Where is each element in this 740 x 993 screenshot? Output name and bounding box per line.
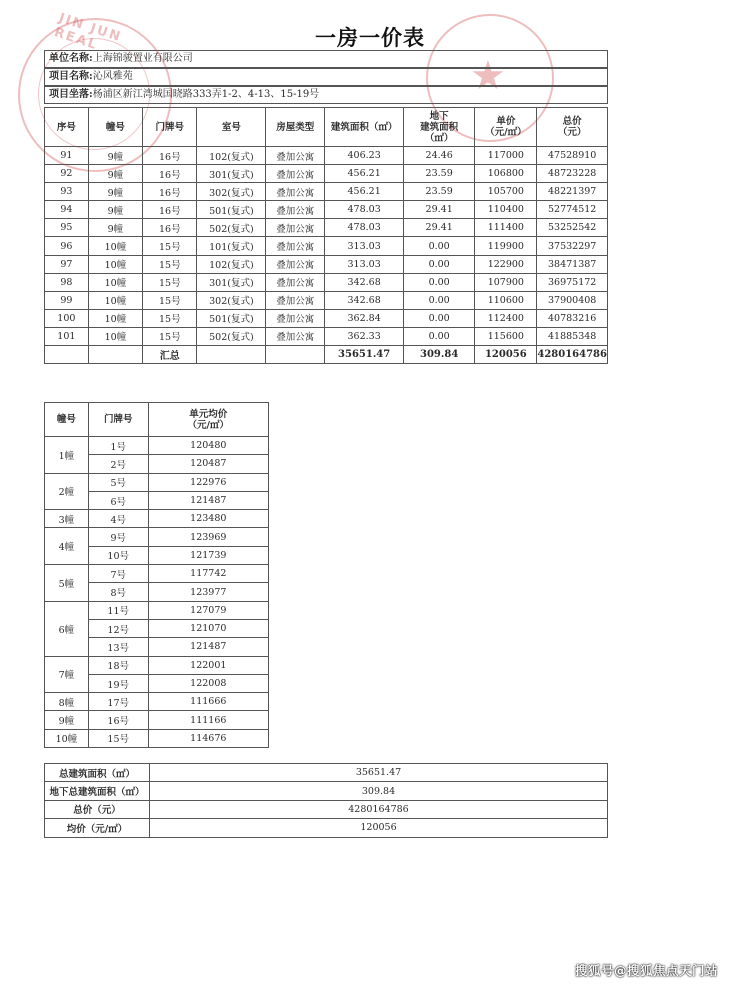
table-cell: 38471387 — [537, 255, 608, 273]
table-cell: 叠加公寓 — [266, 219, 325, 237]
table-cell: 10幢 — [88, 327, 142, 345]
table-cell: 101 — [45, 327, 89, 345]
project-row — [44, 68, 608, 86]
summary-row — [45, 782, 608, 800]
summary-cell: 35651.47 — [325, 346, 404, 364]
building-cell: 1幢 — [45, 437, 89, 474]
table-row — [45, 327, 608, 345]
table-cell: 502(复式) — [197, 219, 266, 237]
page-title: 一房一价表 — [315, 25, 425, 50]
door-number-cell: 5号 — [88, 473, 148, 491]
project-label: 项目名称: — [49, 71, 93, 82]
door-number-cell: 11号 — [88, 601, 148, 619]
table-cell: 10幢 — [88, 255, 142, 273]
table-cell: 102(复式) — [197, 147, 266, 165]
table-cell: 16号 — [143, 201, 197, 219]
company-row — [44, 50, 608, 68]
door-number-cell: 16号 — [88, 711, 148, 729]
column-header: 总价 （元） — [537, 108, 608, 147]
table-cell: 24.46 — [403, 147, 474, 165]
table-cell: 102(复式) — [197, 255, 266, 273]
unit-price-cell: 122008 — [148, 674, 268, 692]
table-row — [45, 219, 608, 237]
table-cell: 37900408 — [537, 291, 608, 309]
table-cell: 313.03 — [325, 255, 404, 273]
door-number-cell: 2号 — [88, 455, 148, 473]
door-number-cell: 18号 — [88, 656, 148, 674]
building-cell: 10幢 — [45, 729, 89, 747]
unit-price-cell: 120480 — [148, 437, 268, 455]
table-cell: 29.41 — [403, 219, 474, 237]
table-row — [45, 201, 608, 219]
unit-price-cell: 111666 — [148, 693, 268, 711]
table-cell: 110400 — [475, 201, 537, 219]
table-row — [45, 565, 269, 583]
table-cell: 406.23 — [325, 147, 404, 165]
table-cell: 302(复式) — [197, 291, 266, 309]
building-cell: 4幢 — [45, 528, 89, 565]
table-cell: 叠加公寓 — [266, 273, 325, 291]
table-cell: 48723228 — [537, 165, 608, 183]
summary-cell — [88, 346, 142, 364]
column-header: 门牌号 — [88, 403, 148, 437]
summary-row — [45, 346, 608, 364]
unit-price-cell: 123969 — [148, 528, 268, 546]
summary-label: 总建筑面积（㎡） — [45, 764, 150, 782]
table-row — [45, 255, 608, 273]
table-row — [45, 165, 608, 183]
unit-price-table — [44, 402, 269, 748]
building-cell: 8幢 — [45, 693, 89, 711]
summary-cell: 4280164786 — [537, 346, 608, 364]
table-cell: 叠加公寓 — [266, 165, 325, 183]
unit-price-cell: 123480 — [148, 510, 268, 528]
building-cell: 7幢 — [45, 656, 89, 693]
table-cell: 10幢 — [88, 291, 142, 309]
table-row — [45, 656, 269, 674]
summary-cell: 汇总 — [143, 346, 197, 364]
table-cell: 99 — [45, 291, 89, 309]
table-cell: 15号 — [143, 291, 197, 309]
summary-row — [45, 764, 608, 782]
table-cell: 0.00 — [403, 309, 474, 327]
unit-price-cell: 123977 — [148, 583, 268, 601]
summary-cell: 120056 — [475, 346, 537, 364]
table-cell: 122900 — [475, 255, 537, 273]
table-cell: 0.00 — [403, 255, 474, 273]
address-row — [44, 86, 608, 104]
table-cell: 叠加公寓 — [266, 147, 325, 165]
column-header: 室号 — [197, 108, 266, 147]
table-cell: 501(复式) — [197, 309, 266, 327]
summary-value: 35651.47 — [150, 764, 608, 782]
summary-value: 309.84 — [150, 782, 608, 800]
table-row — [45, 528, 269, 546]
table-row — [45, 309, 608, 327]
building-cell: 5幢 — [45, 565, 89, 602]
table-row — [45, 291, 608, 309]
column-header: 幢号 — [45, 403, 89, 437]
summary-row — [45, 800, 608, 818]
table-cell: 94 — [45, 201, 89, 219]
unit-price-cell: 122001 — [148, 656, 268, 674]
table-cell: 0.00 — [403, 327, 474, 345]
table-cell: 100 — [45, 309, 89, 327]
table-cell: 40783216 — [537, 309, 608, 327]
table-row — [45, 510, 269, 528]
summary-table — [44, 763, 608, 838]
table-cell: 313.03 — [325, 237, 404, 255]
table-cell: 91 — [45, 147, 89, 165]
table-cell: 9幢 — [88, 201, 142, 219]
table-row — [45, 601, 269, 619]
table-cell: 10幢 — [88, 273, 142, 291]
summary-label: 均价（元/㎡） — [45, 819, 150, 837]
table-cell: 叠加公寓 — [266, 291, 325, 309]
door-number-cell: 15号 — [88, 729, 148, 747]
table-cell: 502(复式) — [197, 327, 266, 345]
unit-price-cell: 121487 — [148, 638, 268, 656]
table-cell: 478.03 — [325, 201, 404, 219]
unit-price-cell: 111166 — [148, 711, 268, 729]
table-cell: 53252542 — [537, 219, 608, 237]
table-row — [45, 147, 608, 165]
column-header: 幢号 — [88, 108, 142, 147]
table-cell: 101(复式) — [197, 237, 266, 255]
table-row — [45, 711, 269, 729]
table-cell: 15号 — [143, 273, 197, 291]
table-cell: 0.00 — [403, 273, 474, 291]
table-cell: 15号 — [143, 255, 197, 273]
column-header: 房屋类型 — [266, 108, 325, 147]
table-cell: 93 — [45, 183, 89, 201]
summary-cell: 309.84 — [403, 346, 474, 364]
table-cell: 9幢 — [88, 165, 142, 183]
price-table — [44, 107, 608, 364]
table-cell: 362.33 — [325, 327, 404, 345]
table-cell: 0.00 — [403, 291, 474, 309]
table-cell: 0.00 — [403, 237, 474, 255]
door-number-cell: 7号 — [88, 565, 148, 583]
address-label: 项目坐落: — [49, 89, 93, 100]
table-cell: 501(复式) — [197, 201, 266, 219]
door-number-cell: 6号 — [88, 491, 148, 509]
unit-price-cell: 121487 — [148, 491, 268, 509]
door-number-cell: 17号 — [88, 693, 148, 711]
table-cell: 16号 — [143, 219, 197, 237]
table-cell: 10幢 — [88, 309, 142, 327]
table-cell: 95 — [45, 219, 89, 237]
table-cell: 106800 — [475, 165, 537, 183]
summary-value: 120056 — [150, 819, 608, 837]
table-cell: 15号 — [143, 309, 197, 327]
column-header: 序号 — [45, 108, 89, 147]
column-header: 单价 （元/㎡） — [475, 108, 537, 147]
summary-label: 地下总建筑面积（㎡） — [45, 782, 150, 800]
table-row — [45, 729, 269, 747]
table-cell: 96 — [45, 237, 89, 255]
door-number-cell: 4号 — [88, 510, 148, 528]
table-cell: 456.21 — [325, 165, 404, 183]
table-row — [45, 473, 269, 491]
table-cell: 362.84 — [325, 309, 404, 327]
door-number-cell: 8号 — [88, 583, 148, 601]
building-cell: 9幢 — [45, 711, 89, 729]
table-cell: 10幢 — [88, 237, 142, 255]
table-cell: 41885348 — [537, 327, 608, 345]
table-cell: 98 — [45, 273, 89, 291]
table-cell: 478.03 — [325, 219, 404, 237]
door-number-cell: 13号 — [88, 638, 148, 656]
table-cell: 342.68 — [325, 291, 404, 309]
table-cell: 107900 — [475, 273, 537, 291]
company-name: 上海锦骏置业有限公司 — [92, 53, 193, 64]
table-cell: 302(复式) — [197, 183, 266, 201]
project-name: 沁风雅苑 — [92, 71, 133, 82]
table-cell: 29.41 — [403, 201, 474, 219]
table-cell: 23.59 — [403, 183, 474, 201]
unit-price-cell: 114676 — [148, 729, 268, 747]
table-cell: 48221397 — [537, 183, 608, 201]
column-header: 建筑面积（㎡） — [325, 108, 404, 147]
table-cell: 115600 — [475, 327, 537, 345]
table-cell: 9幢 — [88, 219, 142, 237]
table-cell: 16号 — [143, 147, 197, 165]
building-cell: 6幢 — [45, 601, 89, 656]
table-cell: 97 — [45, 255, 89, 273]
table-row — [45, 437, 269, 455]
table-cell: 111400 — [475, 219, 537, 237]
summary-cell — [45, 346, 89, 364]
table-cell: 叠加公寓 — [266, 327, 325, 345]
table-cell: 105700 — [475, 183, 537, 201]
table-cell: 112400 — [475, 309, 537, 327]
building-cell: 2幢 — [45, 473, 89, 510]
door-number-cell: 12号 — [88, 619, 148, 637]
unit-price-cell: 117742 — [148, 565, 268, 583]
building-cell: 3幢 — [45, 510, 89, 528]
table-cell: 92 — [45, 165, 89, 183]
table-cell: 16号 — [143, 165, 197, 183]
company-label: 单位名称: — [49, 53, 93, 64]
table-cell: 456.21 — [325, 183, 404, 201]
table-row — [45, 183, 608, 201]
table-cell: 16号 — [143, 183, 197, 201]
door-number-cell: 10号 — [88, 546, 148, 564]
source-watermark: 搜狐号@搜狐焦点天门站 — [574, 963, 718, 978]
summary-cell — [197, 346, 266, 364]
table-cell: 117000 — [475, 147, 537, 165]
star-icon: ★ — [470, 53, 506, 99]
table-cell: 47528910 — [537, 147, 608, 165]
table-cell: 23.59 — [403, 165, 474, 183]
table-cell: 9幢 — [88, 147, 142, 165]
summary-row — [45, 819, 608, 837]
table-cell: 9幢 — [88, 183, 142, 201]
company-seal-left: JIN JUN REAL — [18, 18, 172, 172]
table-cell: 342.68 — [325, 273, 404, 291]
door-number-cell: 1号 — [88, 437, 148, 455]
door-number-cell: 19号 — [88, 674, 148, 692]
summary-cell — [266, 346, 325, 364]
table-cell: 119900 — [475, 237, 537, 255]
unit-price-cell: 122976 — [148, 473, 268, 491]
table-cell: 301(复式) — [197, 165, 266, 183]
column-header: 门牌号 — [143, 108, 197, 147]
unit-price-cell: 121070 — [148, 619, 268, 637]
table-cell: 36975172 — [537, 273, 608, 291]
unit-price-cell: 121739 — [148, 546, 268, 564]
table-cell: 叠加公寓 — [266, 309, 325, 327]
table-cell: 叠加公寓 — [266, 237, 325, 255]
table-cell: 301(复式) — [197, 273, 266, 291]
unit-price-cell: 120487 — [148, 455, 268, 473]
column-header: 单元均价 （元/㎡） — [148, 403, 268, 437]
table-cell: 110600 — [475, 291, 537, 309]
summary-label: 总价（元） — [45, 800, 150, 818]
table-cell: 52774512 — [537, 201, 608, 219]
table-cell: 15号 — [143, 327, 197, 345]
column-header: 地下 建筑面积 （㎡） — [403, 108, 474, 147]
table-row — [45, 693, 269, 711]
table-row — [45, 273, 608, 291]
project-address: 杨浦区新江湾城国晓路333弄1-2、4-13、15-19号 — [92, 89, 320, 100]
door-number-cell: 9号 — [88, 528, 148, 546]
table-cell: 15号 — [143, 237, 197, 255]
table-row — [45, 237, 608, 255]
summary-value: 4280164786 — [150, 800, 608, 818]
table-cell: 37532297 — [537, 237, 608, 255]
table-cell: 叠加公寓 — [266, 183, 325, 201]
table-cell: 叠加公寓 — [266, 201, 325, 219]
unit-price-cell: 127079 — [148, 601, 268, 619]
table-cell: 叠加公寓 — [266, 255, 325, 273]
